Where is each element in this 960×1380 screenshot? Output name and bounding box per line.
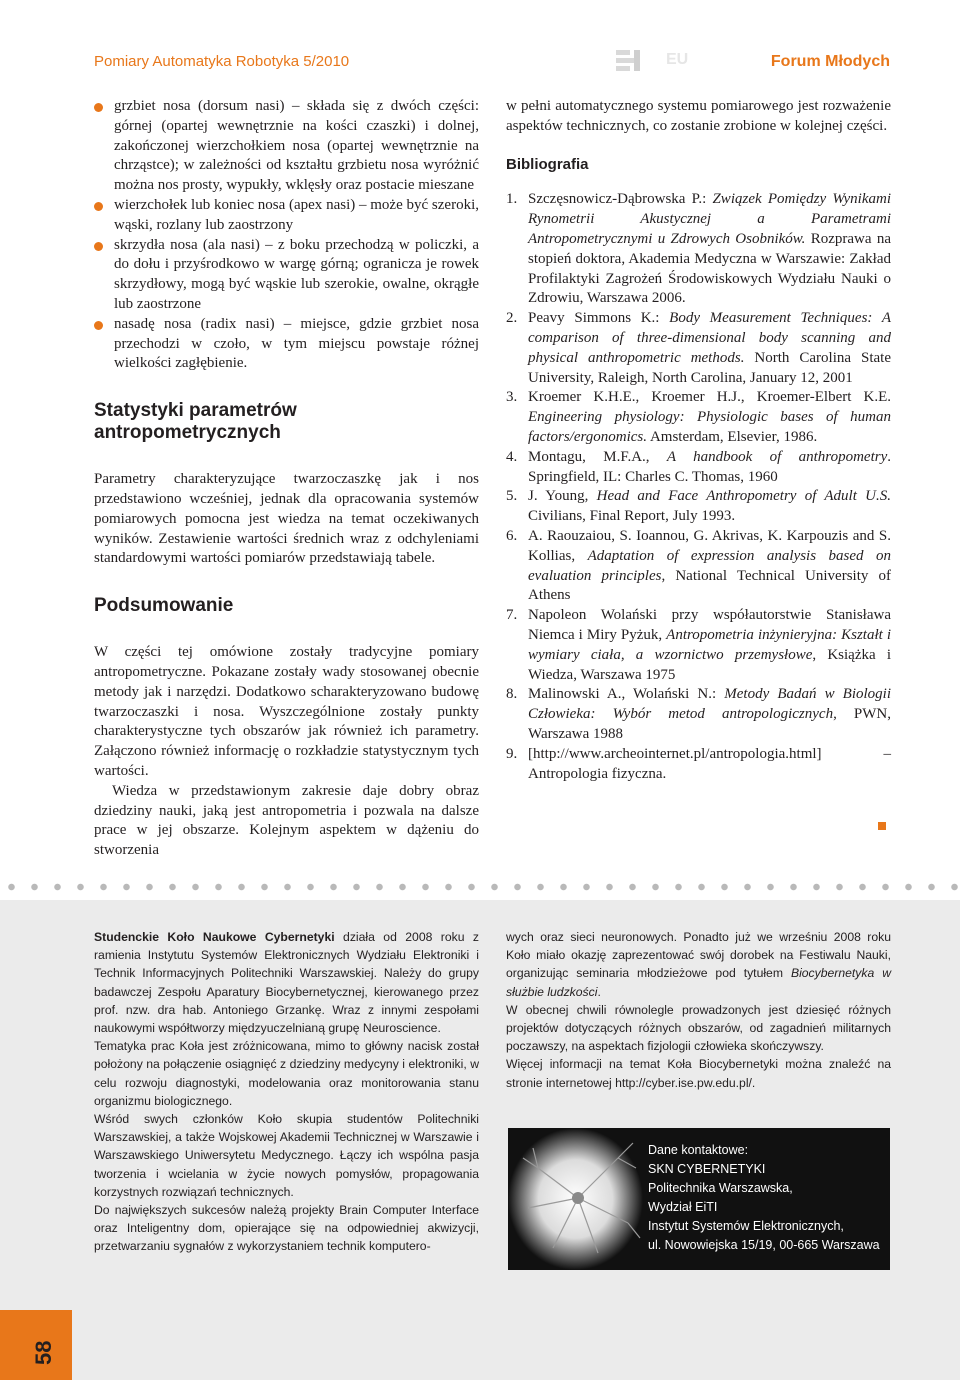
paragraph: Parametry charakteryzujące twarzoczaszkę jak i nos przedstawiono wcześniej, jednak dla opracowania systemów pomiarowych pomocna jest wiedza na temat oczekiwanych wyników. Zestawienie wartości średnich wraz z odchyleniami standardowymi wartości pomiarów przedstawiają tabele. [94, 471, 479, 567]
reference-item: 9. [http://www.archeointernet.pl/antropologia.html] – Antropologia fizyczna. [506, 745, 891, 782]
bullet-icon [94, 242, 103, 251]
bibliography-heading: Bibliografia [506, 155, 589, 173]
reference-item: 7. Napoleon Wolański przy współautorstwie Stanisława Niemca i Miry Pyżuk, Antropometria inżynieryjna: Kształt i wymiary ciała, a wzornictwo przemysłowe, Książka i Wiedza, Warszawa 1975 [506, 607, 891, 683]
reference-item: 3. Kroemer K.H.E., Kroemer H.J., Kroemer-Elbert K.E. Engineering physiology: Physiologic bases of human factors/ergonomics. Amsterdam, Elsevier, 1986. [506, 389, 891, 445]
panel-right-column [506, 928, 891, 1092]
section-title: Forum Młodych [770, 53, 890, 70]
journal-title: Pomiary Automatyka Robotyka 5/2010 [94, 53, 350, 70]
contact-line: SKN CYBERNETYKI [648, 1162, 766, 1176]
paragraph: w pełni automatycznego systemu pomiarowego jest rozważenie aspektów technicznych, co zostanie zrobione w kolejnej części. [506, 98, 891, 134]
contact-line: Wydział EiTI [648, 1200, 718, 1214]
contact-details [648, 1141, 888, 1255]
reference-item: 4. Montagu, M.F.A., A handbook of anthropometry. Springfield, IL: Charles C. Thomas, 1960 [506, 448, 891, 485]
list-item: nasadę nosa (radix nasi) – miejsce, gdzie grzbiet nosa przechodzi w czoło, w tym miejscu powstaje różnej wielkości zagłębienie. [94, 315, 479, 374]
right-column [506, 97, 891, 784]
reference-list [506, 190, 891, 784]
nose-parts-list [94, 97, 479, 374]
contact-line: ul. Nowowiejska 15/19, 00-665 Warszawa [648, 1238, 880, 1252]
paragraph: Studenckie Koło Naukowe Cybernetyki działa od 2008 roku z ramienia Instytutu Systemów Elektronicznych Wydziału Elektroniki i Technik Informacyjnych Politechniki Warszawskiej. Należy do grupy badawczej Zespołu Aparatury Biocybernetycznej, kierowanego przez prof. nzw. dra hab. Antoniego Grzankę. Wraz z innymi zespołami naukowymi współtworzy międzyuczelnianą grupę Neuroscience. [94, 930, 480, 1036]
paragraph: Wiedza w przedstawionym zakresie daje dobry obraz dziedziny nauki, jaką jest antropometria i pozwala na dalsze prace w jej obszarze. Kolejnym aspektem w dążeniu do stworzenia [94, 782, 479, 859]
contact-line: Dane kontaktowe: [648, 1143, 749, 1157]
panel-left-column [94, 928, 479, 1256]
paragraph: W części tej omówione zostały tradycyjne pomiary antropometryczne. Pokazane zostały wady stosowanej obecnie metody jak i narzędzi. Dodatkowo scharakteryzowano budowę twarzoczaszki i nosa. Wyszczególnione zostały punkty charakterystyczne tych obszarów jak również ich parametry. Załączono również informację o rozkładzie statystycznym tych wartości. [94, 644, 479, 779]
page-number: 58 [31, 1340, 56, 1365]
reference-item: 6. A. Raouzaiou, S. Ioannou, G. Akrivas, K. Karpouzis and S. Kollias, Adaptation of expression analysis based on evaluation principles, National Technical University of Athens [506, 527, 892, 604]
header-logo-graphic [608, 44, 708, 76]
list-item: skrzydła nosa (ala nasi) – z boku przechodzą w policzki, a do dołu i przyśrodkowo w wargę górną; ogranicza je rowek skrzydłowy, mogą być wąskie lub szerokie, owalne, okrągłe lub zaostrzone [94, 236, 479, 315]
end-of-article-mark [878, 822, 886, 830]
svg-text:EU: EU [666, 51, 689, 68]
paragraph: Wśród swych członków Koło skupia studentów Politechniki Warszawskiej, a także Wojskowej Akademii Technicznej w Warszawie i Warszawskiego Uniwersytetu Medycznego. Łączy ich wspólna pasja tworzenia i wcielania w życie nowych pomysłów, propagowania korzystnych rozwiązań technicznych. [94, 1112, 479, 1199]
paragraph: Tematyka prac Koła jest zróżnicowana, mimo to główny nacisk został położony na połączenie osiągnięć z dziedziny medycyny i elektroniki, w celu rozwoju diagnostyki, modelowania oraz monitorowania stanu organizmu biologicznego. [94, 1039, 479, 1108]
paragraph: Więcej informacji na temat Koła Biocybernetyki można znaleźć na stronie internetowej http://cyber.ise.pw.edu.pl/. [506, 1057, 891, 1090]
reference-item: 1. Szczęsnowicz-Dąbrowska P.: Związek Pomiędzy Wynikami Rynometrii Akustycznej a Parametrami Antropometrycznymi u Zdrowych Osobników. Rozprawa na stopień doktora, Akademia Medyczna w Warszawie: Zakład Profilaktyki Zagrożeń Środowiskowych Wydziału Nauki o Zdrowiu, Warszawa 2006. [506, 191, 891, 307]
list-item: grzbiet nosa (dorsum nasi) – składa się z dwóch części: górnej (opartej wewnętrznie na kości czaszki) i dolnej, zakończonej wierzchołkiem nosa (opartej wewnętrznie na chrząstce); w zależności od kształtu grzbietu nosa wyróżnić można nos prosty, wypukły, wklęsły oraz postacie mieszane [94, 97, 479, 196]
reference-item: 8. Malinowski A., Wolański N.: Metody Badań w Biologii Człowieka: Wybór metod antropologicznych, PWN, Warszawa 1988 [506, 686, 892, 742]
reference-item: 5. J. Young, Head and Face Anthropometry of Adult U.S. Civilians, Final Report, July 1993. [506, 488, 891, 525]
contact-line: Instytut Systemów Elektronicznych, [648, 1219, 844, 1233]
contact-line: Politechnika Warszawska, [648, 1181, 793, 1195]
reference-item: 2. Peavy Simmons K.: Body Measurement Techniques: A comparison of three-dimensional body scanning and physical anthropometric methods. North Carolina State University, Raleigh, North Carolina, January 12, 2001 [506, 310, 891, 386]
left-column [94, 97, 479, 871]
paragraph: W obecnej chwili równolegle prowadzonych jest dziesięć różnych projektów dotyczących różnych obszarów, od zagadnień militarnych poczawszy, na aspektach fizjologii człowieka skończywszy. [506, 1002, 891, 1054]
bullet-icon [94, 103, 103, 112]
dotted-divider [0, 880, 960, 894]
bullet-icon [94, 202, 103, 211]
section-heading-summary: Podsumowanie [94, 595, 234, 617]
paragraph: Do największych sukcesów należą projekty Brain Computer Interface oraz Inteligentny dom, opierające się na odpowiedniej akwizycji, przetwarzaniu sygnałów z wykorzystaniem technik komputero- [94, 1203, 479, 1254]
bullet-icon [94, 321, 103, 330]
list-item: wierzchołek lub koniec nosa (apex nasi) – może być szeroki, wąski, rozlany lub zaostrzony [94, 196, 479, 236]
section-heading-statistics: Statystyki parametrów antropometrycznych [94, 400, 297, 444]
paragraph: wych oraz sieci neuronowych. Ponadto już we wrześniu 2008 roku Koło miało okazję zaprezentować swój dorobek na Festiwalu Nauki, organizując seminaria młodzieżowe pod tytułem Biocybernetyka w służbie ludzkości. [506, 930, 892, 999]
